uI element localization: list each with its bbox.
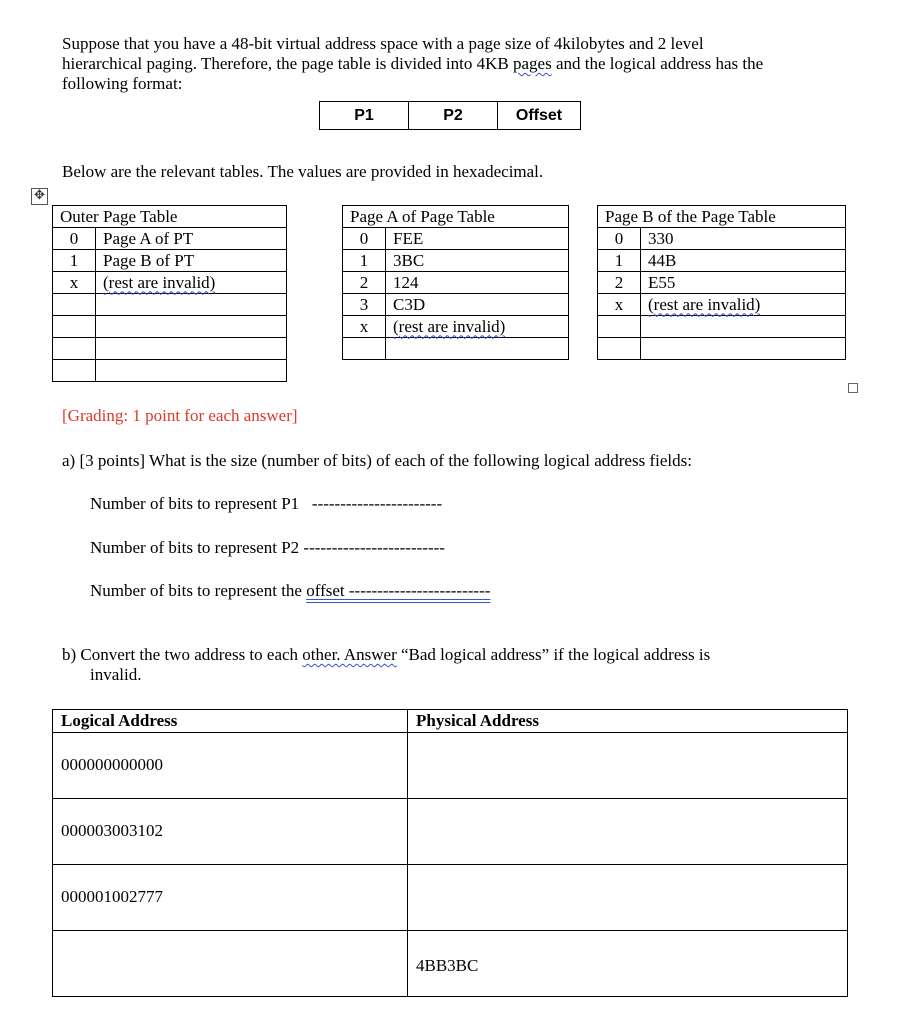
intro-line-2-start: hierarchical paging. Therefore, the page table is divided into 4KB [62,54,513,73]
outer-empty-cell [53,338,96,360]
physical-address-cell[interactable]: 4BB3BC [408,931,848,997]
outer-row-index: 0 [53,228,96,250]
page-b-empty-cell [598,338,641,360]
logical-address-cell[interactable]: 000001002777 [53,865,408,931]
page-a-row-value: FEE [386,228,569,250]
page-b-row-index: 2 [598,272,641,294]
page-b-row-value [641,294,846,316]
page-a-row-value: C3D [386,294,569,316]
col-logical-address: Logical Address [53,710,408,733]
outer-empty-cell [96,316,287,338]
p1-bits-label: Number of bits to represent P1 [90,494,300,513]
page-b-row-index: 1 [598,250,641,272]
question-a-p1 [90,494,442,514]
page-a-row-value: 124 [386,272,569,294]
p2-bits-blank[interactable]: ------------------------- [303,538,445,557]
table-move-handle-icon[interactable]: ✥ [31,188,48,205]
intro-line-3: following format: [62,74,183,93]
outer-row-value: Page B of PT [96,250,287,272]
outer-invalid-note: (rest are invalid) [103,272,216,292]
page-b-empty-cell [641,338,846,360]
offset-bits-label-word [306,581,490,600]
question-b-line-2: invalid. [90,665,142,684]
outer-row-value: Page A of PT [96,228,287,250]
page-b-table [597,205,846,360]
format-offset: Offset [498,102,581,130]
outer-row-index: x [53,272,96,294]
physical-address-cell[interactable] [408,733,848,799]
question-b-start: b) Convert the two address to each [62,645,303,664]
format-p1: P1 [320,102,409,130]
page-a-empty-cell [386,338,569,360]
intro-line-1: Suppose that you have a 48-bit virtual address space with a page size of 4kilobytes and 2 level [62,34,704,53]
page-a-empty-cell [343,338,386,360]
offset-word: offset [306,581,345,600]
physical-address-cell[interactable] [408,865,848,931]
page-b-row-value: E55 [641,272,846,294]
col-physical-address: Physical Address [408,710,848,733]
outer-empty-cell [53,316,96,338]
outer-page-table [52,205,287,382]
outer-empty-cell [96,360,287,382]
outer-empty-cell [96,338,287,360]
page-b-title: Page B of the Page Table [598,206,846,228]
question-a-offset [90,581,490,601]
logical-address-cell[interactable]: 000000000000 [53,733,408,799]
page-b-empty-cell [598,316,641,338]
table-resize-handle[interactable] [848,383,858,393]
question-a-prompt: a) [3 points] What is the size (number of bits) of each of the following logical address fields: [62,451,692,470]
page-a-row-index: 3 [343,294,386,316]
question-b [62,645,710,685]
outer-table-title: Outer Page Table [53,206,287,228]
page-b-row-index: 0 [598,228,641,250]
question-b-end: “Bad logical address” if the logical address is [396,645,711,664]
page-a-row-value [386,316,569,338]
tables-intro: Below are the relevant tables. The values are provided in hexadecimal. [62,162,544,181]
outer-empty-cell [96,294,287,316]
page-a-invalid-note: (rest are invalid) [393,316,506,336]
page-b-row-value: 330 [641,228,846,250]
page-b-empty-cell [641,316,846,338]
outer-empty-cell [53,360,96,382]
conversion-table [52,709,848,997]
question-b-underlined-words: other. Answer [302,645,397,664]
page-b-invalid-note: (rest are invalid) [648,294,761,314]
p2-bits-label: Number of bits to represent P2 [90,538,300,557]
physical-address-cell[interactable] [408,799,848,865]
offset-bits-blank[interactable]: ------------------------- [344,581,491,600]
format-p2: P2 [409,102,498,130]
page-a-row-index: x [343,316,386,338]
question-a-p2 [90,538,445,558]
outer-row-value [96,272,287,294]
page-b-row-value: 44B [641,250,846,272]
p1-bits-blank[interactable]: ----------------------- [311,494,443,513]
page-b-row-index: x [598,294,641,316]
intro-word-pages: pages [512,54,552,73]
outer-empty-cell [53,294,96,316]
page-a-row-index: 2 [343,272,386,294]
intro-line-2-end: and the logical address has the [551,54,764,73]
logical-address-cell[interactable]: 000003003102 [53,799,408,865]
page-a-table [342,205,569,360]
question-b-line-1 [62,645,710,665]
logical-address-cell[interactable] [53,931,408,997]
offset-bits-label: Number of bits to represent the [90,581,307,600]
address-format-table [319,101,581,130]
outer-row-index: 1 [53,250,96,272]
intro-line-2 [62,54,852,74]
page-a-row-index: 1 [343,250,386,272]
page-a-row-value: 3BC [386,250,569,272]
grading-note: [Grading: 1 point for each answer] [62,406,298,425]
page-a-title: Page A of Page Table [343,206,569,228]
page-a-row-index: 0 [343,228,386,250]
intro-paragraph [62,34,852,94]
